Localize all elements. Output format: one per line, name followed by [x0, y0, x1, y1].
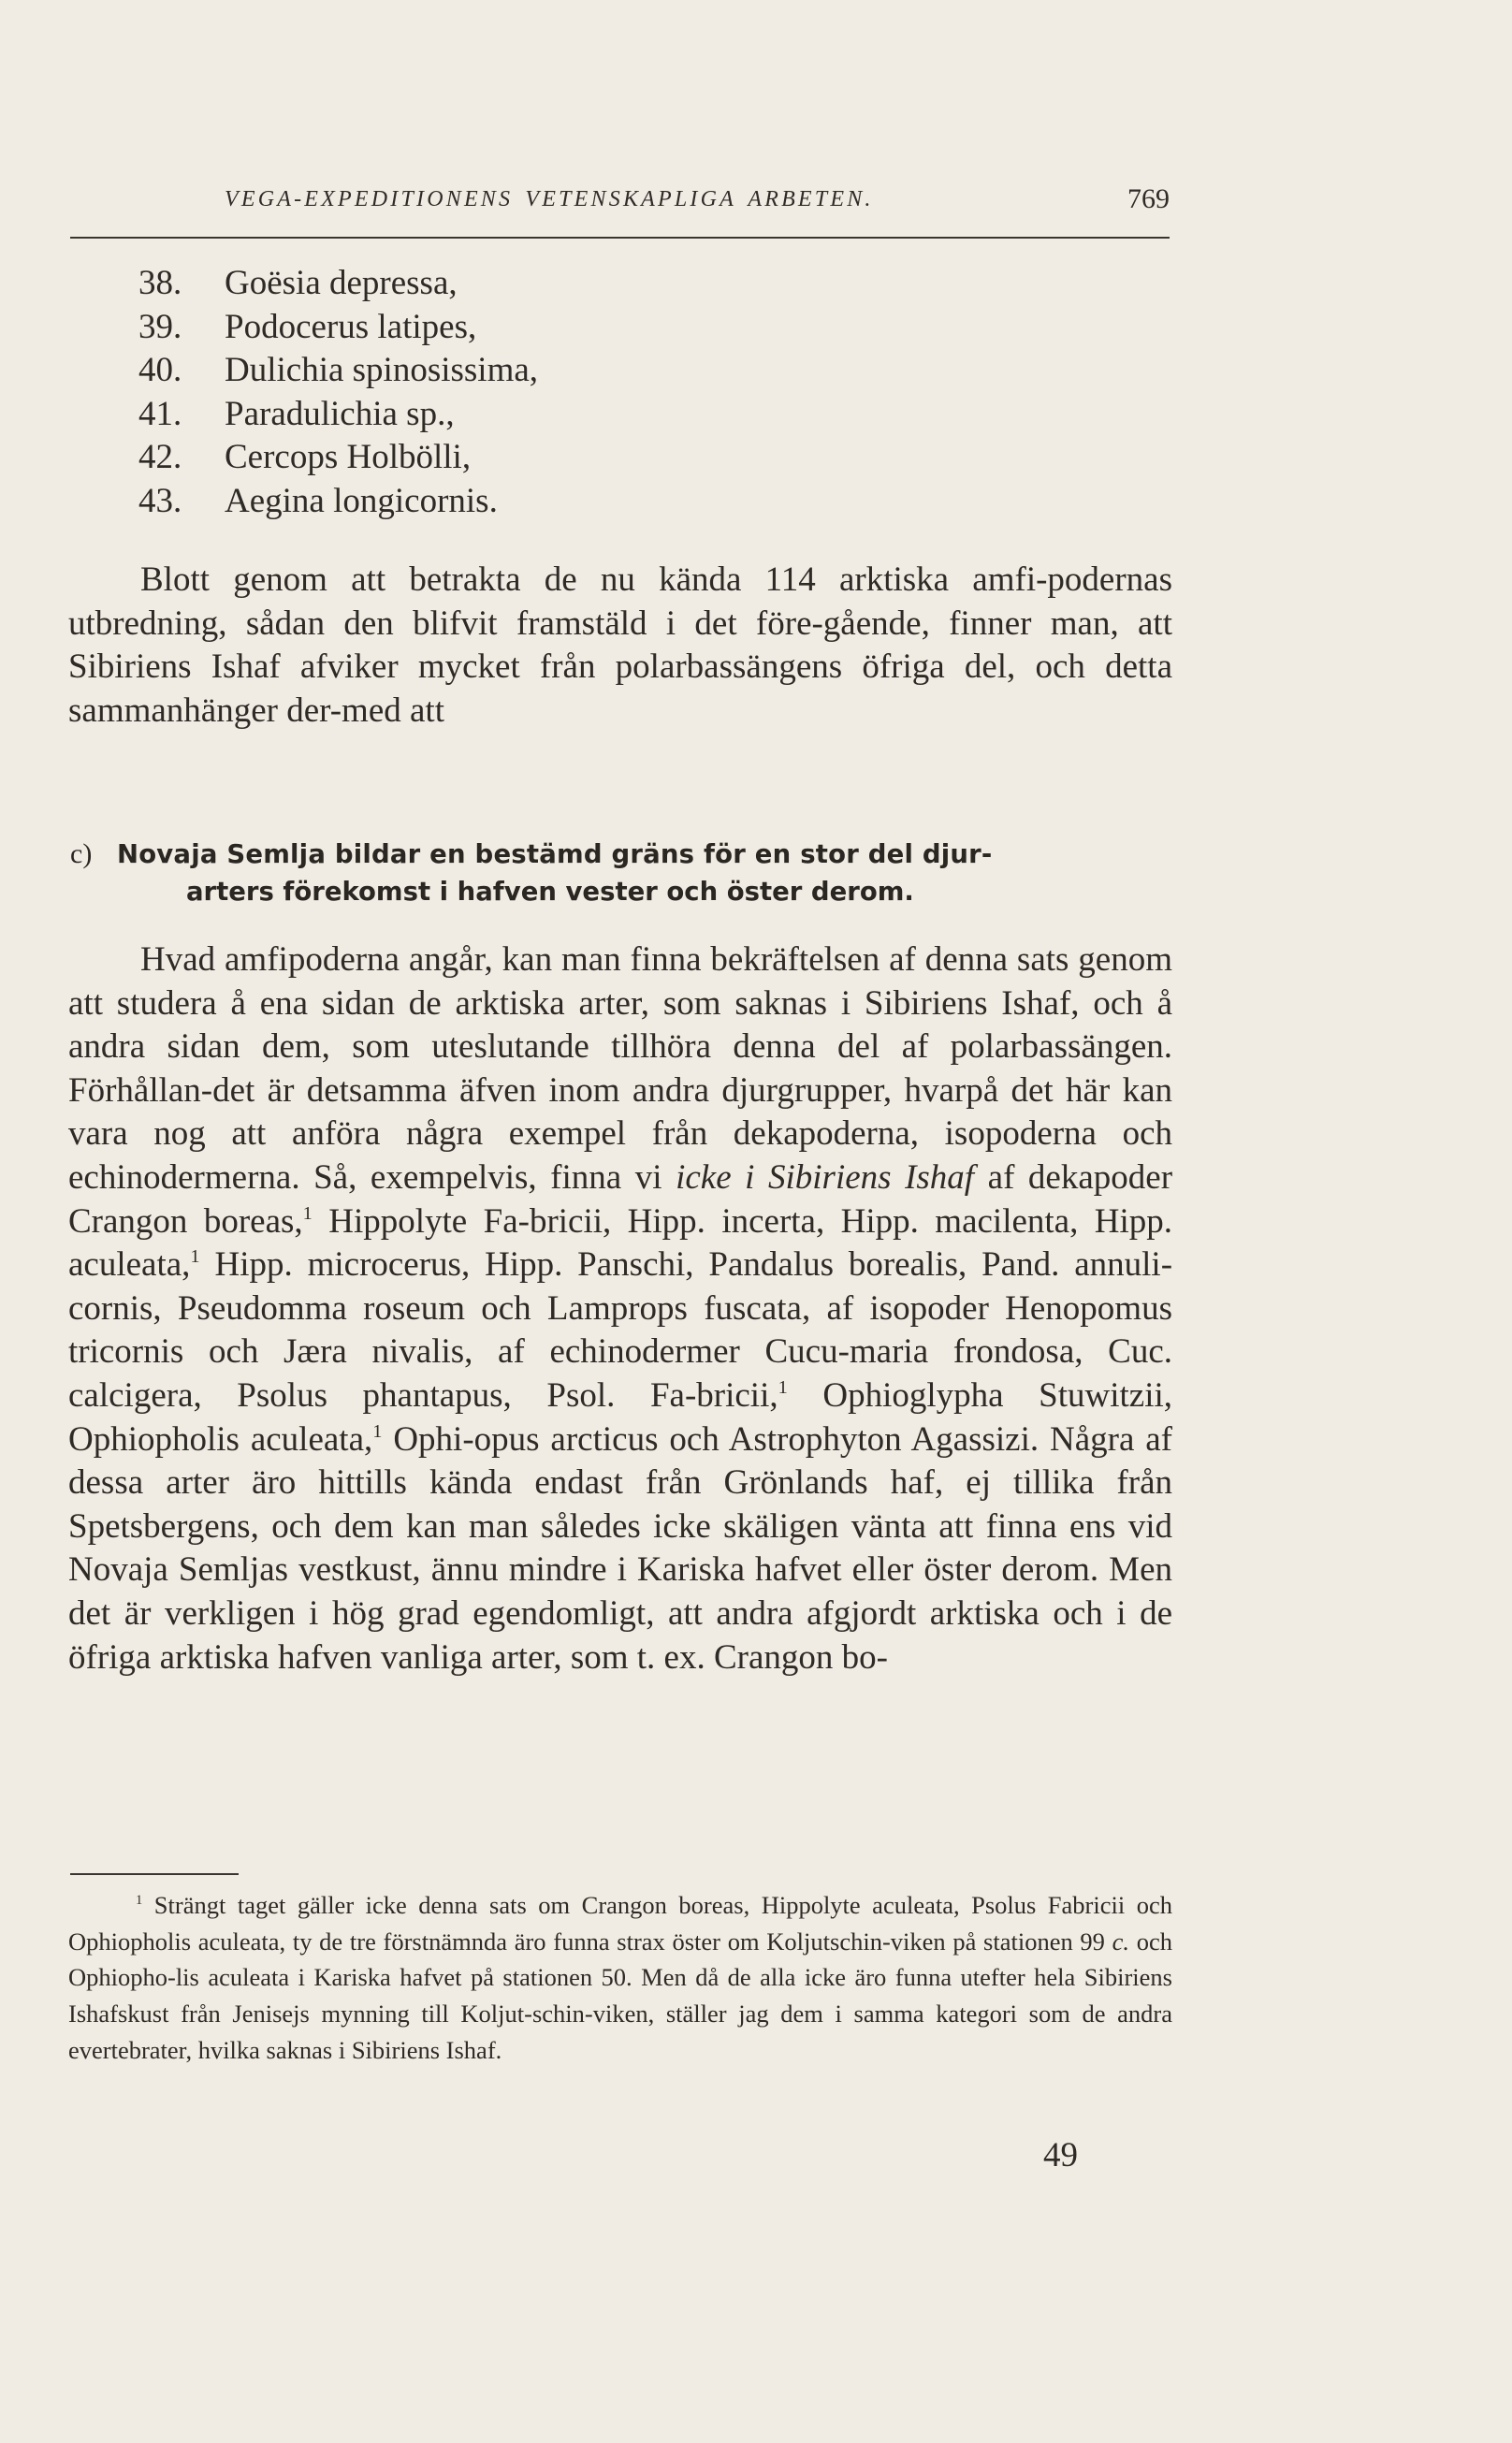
- species-name: Podocerus latipes,: [225, 307, 477, 346]
- species-name: Aegina longicornis.: [225, 481, 498, 520]
- list-item: [138, 393, 538, 437]
- footnote-ref[interactable]: 1: [302, 1202, 313, 1224]
- item-number: 41.: [138, 394, 182, 433]
- text-run: Hvad amfipoderna angår, kan man finna bekräftelsen af denna sats genom att studera å ena sidan de arktiska arter, som saknas i Sibiriens Ishaf, och å andra sidan dem, som uteslutande tillhöra denna del af polarbassängen. Förhållan-det är detsamma äfven inom andra djurgrupper, hvarpå det här kan vara nog att anföra några exempel från dekapoderna, isopoderna och echinodermerna. Så, exempelvis, finna vi: [68, 940, 1172, 1197]
- footnote-ref[interactable]: 1: [190, 1245, 200, 1267]
- text-run: Ophioglypha Stuwitzii, Ophiopholis aculeata,: [68, 1375, 1172, 1459]
- item-number: 43.: [138, 481, 182, 520]
- text-run: Hippolyte Fa-bricii, Hipp. incerta, Hipp. macilenta, Hipp. aculeata,: [68, 1201, 1173, 1285]
- species-list: [138, 262, 538, 523]
- text-run: af dekapoder Crangon boreas,: [68, 1157, 1173, 1241]
- species-name: Goësia depressa,: [225, 264, 458, 302]
- header-rule: [70, 237, 1170, 239]
- item-number: 40.: [138, 351, 182, 389]
- emphasis-text: icke i Sibiriens Ishaf: [676, 1157, 975, 1197]
- signature-mark: 49: [1043, 2136, 1078, 2174]
- footnote-italic: c.: [1112, 1927, 1130, 1956]
- text-run: Hipp. microcerus, Hipp. Panschi, Pandalus borealis, Pand. annuli-cornis, Pseudomma roseum och Lamprops fuscata, af isopoder Henopomus tricornis och Jæra nivalis, af echinodermer Cucu-maria frondosa, Cuc. calcigera, Psolus phantapus, Psol. Fa-bricii,: [68, 1245, 1173, 1415]
- list-item: [138, 349, 538, 393]
- conclusion-line-1: Novaja Semlja bildar en bestämd gräns för en stor del djur-: [117, 839, 993, 869]
- species-name: Cercops Holbölli,: [225, 438, 472, 476]
- paragraph-amphipods: [68, 938, 1172, 1680]
- conclusion-c: [70, 836, 1174, 910]
- species-name: Paradulichia sp.,: [225, 394, 455, 433]
- list-item: [138, 436, 538, 480]
- conclusion-line-2: arters förekomst i hafven vester och öster derom.: [186, 877, 914, 907]
- footnote-ref[interactable]: 1: [778, 1376, 788, 1398]
- footnote: [68, 1887, 1172, 2069]
- footnote-text: och Ophiopho-lis aculeata i Kariska hafvet på stationen 50. Men då de alla icke äro funna utefter hela Sibiriens Ishafskust från Jenisejs mynning till Koljut-schin-viken, ställer jag dem i samma kategori som de andra evertebrater, hvilka saknas i Sibiriens Ishaf.: [68, 1927, 1172, 2064]
- footnote-marker: 1: [136, 1892, 143, 1908]
- text-run: Ophi-opus arcticus och Astrophyton Agassizi. Några af dessa arter äro hittills kända endast från Grönlands haf, ej tillika från Spetsbergens, och dem kan man således icke skäligen vänta att finna ens vid Novaja Semljas vestkust, ännu mindre i Kariska hafvet eller öster derom. Men det är verkligen i hög grad egendomligt, att andra afgjordt arktiska och i de öfriga arktiska hafven vanliga arter, som t. ex. Crangon bo-: [68, 1419, 1172, 1677]
- item-number: 39.: [138, 307, 182, 346]
- conclusion-label: c): [70, 838, 93, 869]
- footnote-ref[interactable]: 1: [372, 1420, 383, 1442]
- item-number: 42.: [138, 438, 182, 476]
- running-head: [70, 183, 1170, 225]
- list-item: [138, 306, 538, 350]
- list-item: [138, 480, 538, 524]
- page-number: 769: [1127, 183, 1170, 214]
- species-name: Dulichia spinosissima,: [225, 351, 539, 389]
- footnote-text: Strängt taget gäller icke denna sats om Crangon boreas, Hippolyte aculeata, Psolus Fabricii och Ophiopholis aculeata, ty de tre förstnämnda äro funna strax öster om Koljutschin-viken på stationen 99: [68, 1891, 1172, 1956]
- list-item: [138, 262, 538, 306]
- paragraph-distribution: Blott genom att betrakta de nu kända 114 arktiska amfi-podernas utbredning, sådan den blifvit framstäld i det före-gående, finner man, att Sibiriens Ishaf afviker mycket från polarbassängens öfriga del, och detta sammanhänger der-med att: [68, 560, 1172, 730]
- running-title: VEGA-EXPEDITIONENS VETENSKAPLIGA ARBETEN.: [225, 187, 874, 211]
- footnote-rule: [70, 1873, 239, 1875]
- item-number: 38.: [138, 264, 182, 302]
